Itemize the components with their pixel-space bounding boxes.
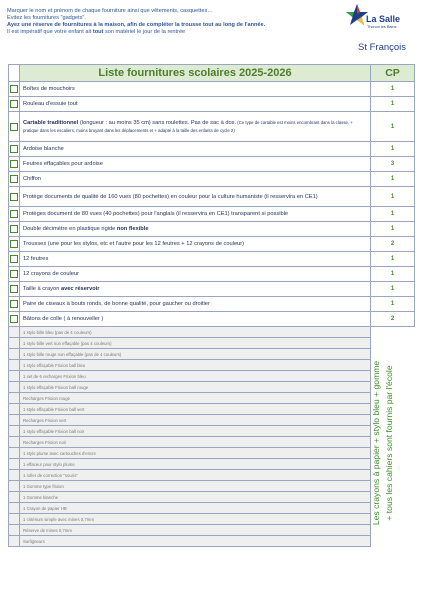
item-quantity: 3	[371, 157, 415, 172]
item-quantity: 1	[371, 97, 415, 112]
table-title: Liste fournitures scolaires 2025-2026	[20, 65, 371, 82]
school-logo	[345, 3, 417, 58]
table-row	[9, 237, 415, 252]
supply-label: 1 stylo effaçable Frixion ball vert	[20, 404, 371, 415]
supply-label: Recharges Frixion rouge	[20, 393, 371, 404]
table-row	[9, 207, 415, 222]
checkbox[interactable]	[10, 210, 18, 218]
supply-label: 1 stylo plume avec cartouches d'encre	[20, 448, 371, 459]
item-quantity: 2	[371, 237, 415, 252]
supply-row	[9, 360, 415, 371]
table-row	[9, 297, 415, 312]
supply-label: Recharges Frixion noir	[20, 437, 371, 448]
item-label: Trousses (une pour les stylos, etc et l'autre pour les 12 feutres + 12 crayons de couleur)	[20, 237, 371, 252]
supply-row	[9, 327, 415, 338]
checkbox[interactable]	[10, 285, 18, 293]
supply-row	[9, 371, 415, 382]
checkbox[interactable]	[10, 160, 18, 168]
supply-row	[9, 338, 415, 349]
table-row	[9, 187, 415, 207]
side-note	[361, 343, 405, 543]
checkbox[interactable]	[10, 145, 18, 153]
supply-label: 1 stylo bille vert non effaçable (pas 4 couleurs)	[20, 338, 371, 349]
supply-row	[9, 437, 415, 448]
intro-line-4: Il est impératif que votre enfant ait tout son matériel le jour de la rentrée	[7, 29, 186, 35]
item-label: Boîtes de mouchoirs	[20, 82, 371, 97]
supply-row	[9, 426, 415, 437]
checkbox[interactable]	[10, 300, 18, 308]
supply-label: Recharges Frixion vert	[20, 415, 371, 426]
item-quantity: 2	[371, 312, 415, 327]
item-label: Double décimètre en plastique rigide non flexible	[20, 222, 371, 237]
supply-row	[9, 481, 415, 492]
item-quantity: 1	[371, 222, 415, 237]
supply-label: 1 stylo effaçable Frixion ball noir	[20, 426, 371, 437]
item-quantity: 1	[371, 187, 415, 207]
item-quantity: 1	[371, 282, 415, 297]
logo-subtitle: Thonon les Bains	[367, 25, 397, 29]
table-row	[9, 312, 415, 327]
item-label: Bâtons de colle ( à renouveller )	[20, 312, 371, 327]
supply-label: 1 critérium simple avec mines 0,7mm	[20, 514, 371, 525]
item-label: Ardoise blanche	[20, 142, 371, 157]
supply-label: 1 Crayon de papier HB	[20, 503, 371, 514]
supply-row	[9, 393, 415, 404]
table-row	[9, 172, 415, 187]
logo-name: La Salle	[366, 14, 401, 24]
intro-line-1: Marquer le nom et prénom de chaque fourniture ainsi que vêtements, casquettes…	[7, 8, 213, 14]
item-label: Rouleau d'essuie tout	[20, 97, 371, 112]
supply-row	[9, 459, 415, 470]
item-label: Protèges document de 80 vues (40 pochettes) pour l'anglais (il resservira en CE1) transparent si possible	[20, 207, 371, 222]
supply-row	[9, 492, 415, 503]
supply-label: 1 stylo effaçable Frixion ball bleu	[20, 360, 371, 371]
item-quantity: 1	[371, 267, 415, 282]
supply-row	[9, 382, 415, 393]
supply-row	[9, 503, 415, 514]
supply-label: 1 effaceur pour stylo plume	[20, 459, 371, 470]
supply-row	[9, 448, 415, 459]
intro-line-3: Ayez une réserve de fournitures à la maison, afin de compléter la trousse tout au long de l'année.	[7, 22, 266, 28]
item-quantity: 1	[371, 142, 415, 157]
intro-notes	[7, 8, 307, 36]
item-quantity: 1	[371, 207, 415, 222]
item-quantity: 1	[371, 297, 415, 312]
checkbox[interactable]	[10, 225, 18, 233]
item-label: Chiffon	[20, 172, 371, 187]
table-row	[9, 82, 415, 97]
item-label: Taille à crayon avec réservoir	[20, 282, 371, 297]
supply-label: 1 stylo bille bleu (pas de 4 couleurs)	[20, 327, 371, 338]
table-row	[9, 222, 415, 237]
item-label: Paire de ciseaux à bouts ronds, de bonne qualité, pour gaucher ou droitier	[20, 297, 371, 312]
item-label: Feutres effaçables pour ardoise	[20, 157, 371, 172]
logo-town: St François	[358, 42, 407, 53]
supply-list-table	[8, 64, 415, 547]
column-cp: CP	[371, 65, 415, 82]
checkbox[interactable]	[10, 240, 18, 248]
table-header-row	[9, 65, 415, 82]
supply-row	[9, 470, 415, 481]
checkbox[interactable]	[10, 100, 18, 108]
supply-row	[9, 415, 415, 426]
checkbox[interactable]	[10, 175, 18, 183]
checkbox[interactable]	[10, 270, 18, 278]
table-row	[9, 97, 415, 112]
supply-row	[9, 349, 415, 360]
intro-line-2: Evitez les fournitures "gadgets".	[7, 15, 86, 21]
supply-row	[9, 525, 415, 536]
item-label: Cartable traditionnel (longueur : au moins 35 cm) sans roulettes. Pas de sac à dos. (Ce type de cartable est moins encombrant dans la classe, + pratique dans les escaliers, moins bruyant dans les déplacements et + adapté à la taille des enfants de cycle 2)	[20, 112, 371, 142]
side-note-line-1: Les crayons à papier + stylo bleu + gomme	[371, 360, 381, 526]
checkbox[interactable]	[10, 123, 18, 131]
supply-label: Surligneurs	[20, 536, 371, 547]
checkbox[interactable]	[10, 193, 18, 201]
table-row	[9, 282, 415, 297]
item-quantity: 1	[371, 112, 415, 142]
supply-row	[9, 404, 415, 415]
supply-label: 1 set de 6 recharges Frixion bleu	[20, 371, 371, 382]
side-note-line-2: + tous les cahiers sont fournis par l'école	[384, 365, 394, 521]
table-row	[9, 142, 415, 157]
item-label: Protège documents de qualité de 160 vues (80 pochettes) en couleur pour la culture humaniste (il resservira en CE1)	[20, 187, 371, 207]
checkbox[interactable]	[10, 315, 18, 323]
table-row	[9, 157, 415, 172]
table-row	[9, 112, 415, 142]
supply-label: Réserve de mines 0,7mm	[20, 525, 371, 536]
supply-label: 1 Gomme type frixion	[20, 481, 371, 492]
supply-row	[9, 514, 415, 525]
checkbox[interactable]	[10, 85, 18, 93]
supply-row	[9, 536, 415, 547]
item-quantity: 1	[371, 82, 415, 97]
supply-label: 1 Gomme blanche	[20, 492, 371, 503]
item-quantity: 1	[371, 252, 415, 267]
supply-label: 1 roller de correction "souris"	[20, 470, 371, 481]
supply-label: 1 stylo bille rouge non effaçable (pas de 4 couleurs)	[20, 349, 371, 360]
item-label: 12 crayons de couleur	[20, 267, 371, 282]
item-quantity: 1	[371, 172, 415, 187]
supply-label: 1 stylo effaçable Frixion ball rouge	[20, 382, 371, 393]
checkbox[interactable]	[10, 255, 18, 263]
table-row	[9, 252, 415, 267]
table-row	[9, 267, 415, 282]
item-label: 12 feutres	[20, 252, 371, 267]
